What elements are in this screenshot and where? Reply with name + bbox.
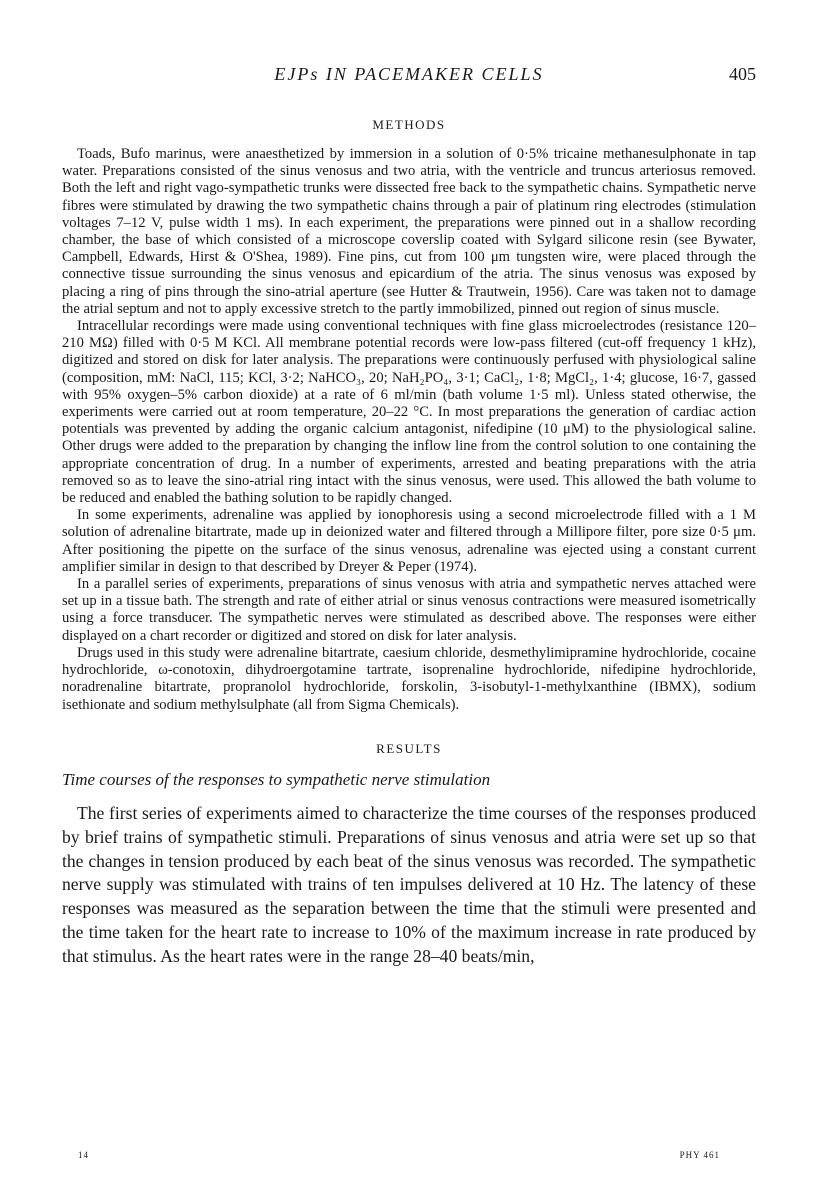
results-paragraph-1: The first series of experiments aimed to characterize the time courses of the responses produced by brief trains of sympathetic stimuli. Preparations of sinus venosus and atria were set up so that the changes in tension produced by each beat of the sinus venosus was recorded. The sympathetic nerve supply was stimulated with trains of ten impulses delivered at 10 Hz. The latency of these responses was measured as the separation between the time that the stimuli were presented and the time taken for the heart rate to increase to 10% of the maximum increase in rate produced by that stimulus. As the heart rates were in the range 28–40 beats/min, <box>62 802 756 967</box>
running-head <box>62 60 756 90</box>
methods-paragraph-1: Toads, Bufo marinus, were anaesthetized by immersion in a solution of 0·5% tricaine methanesulphonate in tap water. Preparations consisted of the sinus venosus and two atria, with the ventricle and truncus arteriosus removed. Both the left and right vago-sympathetic trunks were dissected free back to the sympathetic chains. Sympathetic nerve fibres were stimulated by drawing the two sympathetic chains through a pair of platinum ring electrodes (stimulation voltages 7–12 V, pulse width 1 ms). In each experiment, the preparations were pinned out in a shallow recording chamber, the base of which consisted of a microscope coverslip coated with Sylgard silicone resin (see Bywater, Campbell, Edwards, Hirst & O'Shea, 1989). Fine pins, cut from 100 μm tungsten wire, were placed through the connective tissue surrounding the sinus venosus and epicardium of the atria. The sinus venosus was exposed by placing a ring of pins through the sino-atrial aperture (see Hutter & Trautwein, 1956). Care was taken not to damage the atrial septum and not to apply excessive stretch to the partly immobilized, pinned out region of sinus muscle. <box>62 146 756 317</box>
results-heading: RESULTS <box>376 740 442 756</box>
results-subheading: Time courses of the responses to sympathetic nerve stimulation <box>62 769 491 789</box>
methods-paragraph-3: In some experiments, adrenaline was applied by ionophoresis using a second microelectrode filled with a 1 M solution of adrenaline bitartrate, made up in deionized water and filtered through a Millipore filter, pore size 0·5 μm. After positioning the pipette on the surface of the sinus venosus, adrenaline was ejected using a constant current amplifier similar in design to that described by Dreyer & Peper (1974). <box>62 507 756 575</box>
methods-heading: METHODS <box>372 117 446 132</box>
methods-section <box>62 146 756 714</box>
running-title: EJPs IN PACEMAKER CELLS <box>274 64 544 84</box>
page-number: 405 <box>729 64 756 84</box>
signature-mark: 14 <box>78 1150 89 1160</box>
results-section <box>62 802 756 969</box>
page <box>62 60 756 969</box>
journal-code: PHY 461 <box>679 1150 720 1160</box>
methods-paragraph-4: In a parallel series of experiments, preparations of sinus venosus with atria and sympathetic nerves attached were set up in a tissue bath. The strength and rate of either atrial or sinus venosus contractions were measured isometrically using a force transducer. The sympathetic nerves were stimulated as described above. The responses were either displayed on a chart recorder or digitized and stored on disk for later analysis. <box>62 576 756 644</box>
methods-paragraph-5: Drugs used in this study were adrenaline bitartrate, caesium chloride, desmethylimipramine hydrochloride, cocaine hydrochloride, ω-conotoxin, dihydroergotamine tartrate, isoprenaline hydrochloride, nifedipine hydrochloride, noradrenaline bitartrate, propranolol hydrochloride, forskolin, 3-isobutyl-1-methylxanthine (IBMX), sodium isethionate and sodium methylsulphate (all from Sigma Chemicals). <box>62 644 756 713</box>
methods-paragraph-2: Intracellular recordings were made using conventional techniques with fine glass microelectrodes (resistance 120–210 MΩ) filled with 0·5 M KCl. All membrane potential records were low-pass filtered (cut-off frequency 1 kHz), digitized and stored on disk for later analysis. The preparations were continuously perfused with physiological saline (composition, mM: NaCl, 115; KCl, 3·2; NaHCO₃, 20; NaH₂PO₄, 3·1; CaCl₂, 1·8; MgCl₂, 1·4; glucose, 16·7, gassed with 95% oxygen–5% carbon dioxide) at a rate of 6 ml/min (bath volume 1·5 ml). Unless stated otherwise, the experiments were carried out at room temperature, 20–22 °C. In most preparations the generation of cardiac action potentials was prevented by adding the organic calcium antagonist, nifedipine (10 μM) to the physiological saline. Other drugs were added to the preparation by changing the inflow line from the control solution to one containing the appropriate concentration of drug. In a number of experiments, arrested and beating preparations with the atria removed so as to leave the sino-atrial ring intact with the sinus venosus, were used. This allowed the bath volume to be reduced and enabled the bathing solution to be rapidly changed. <box>62 318 756 507</box>
